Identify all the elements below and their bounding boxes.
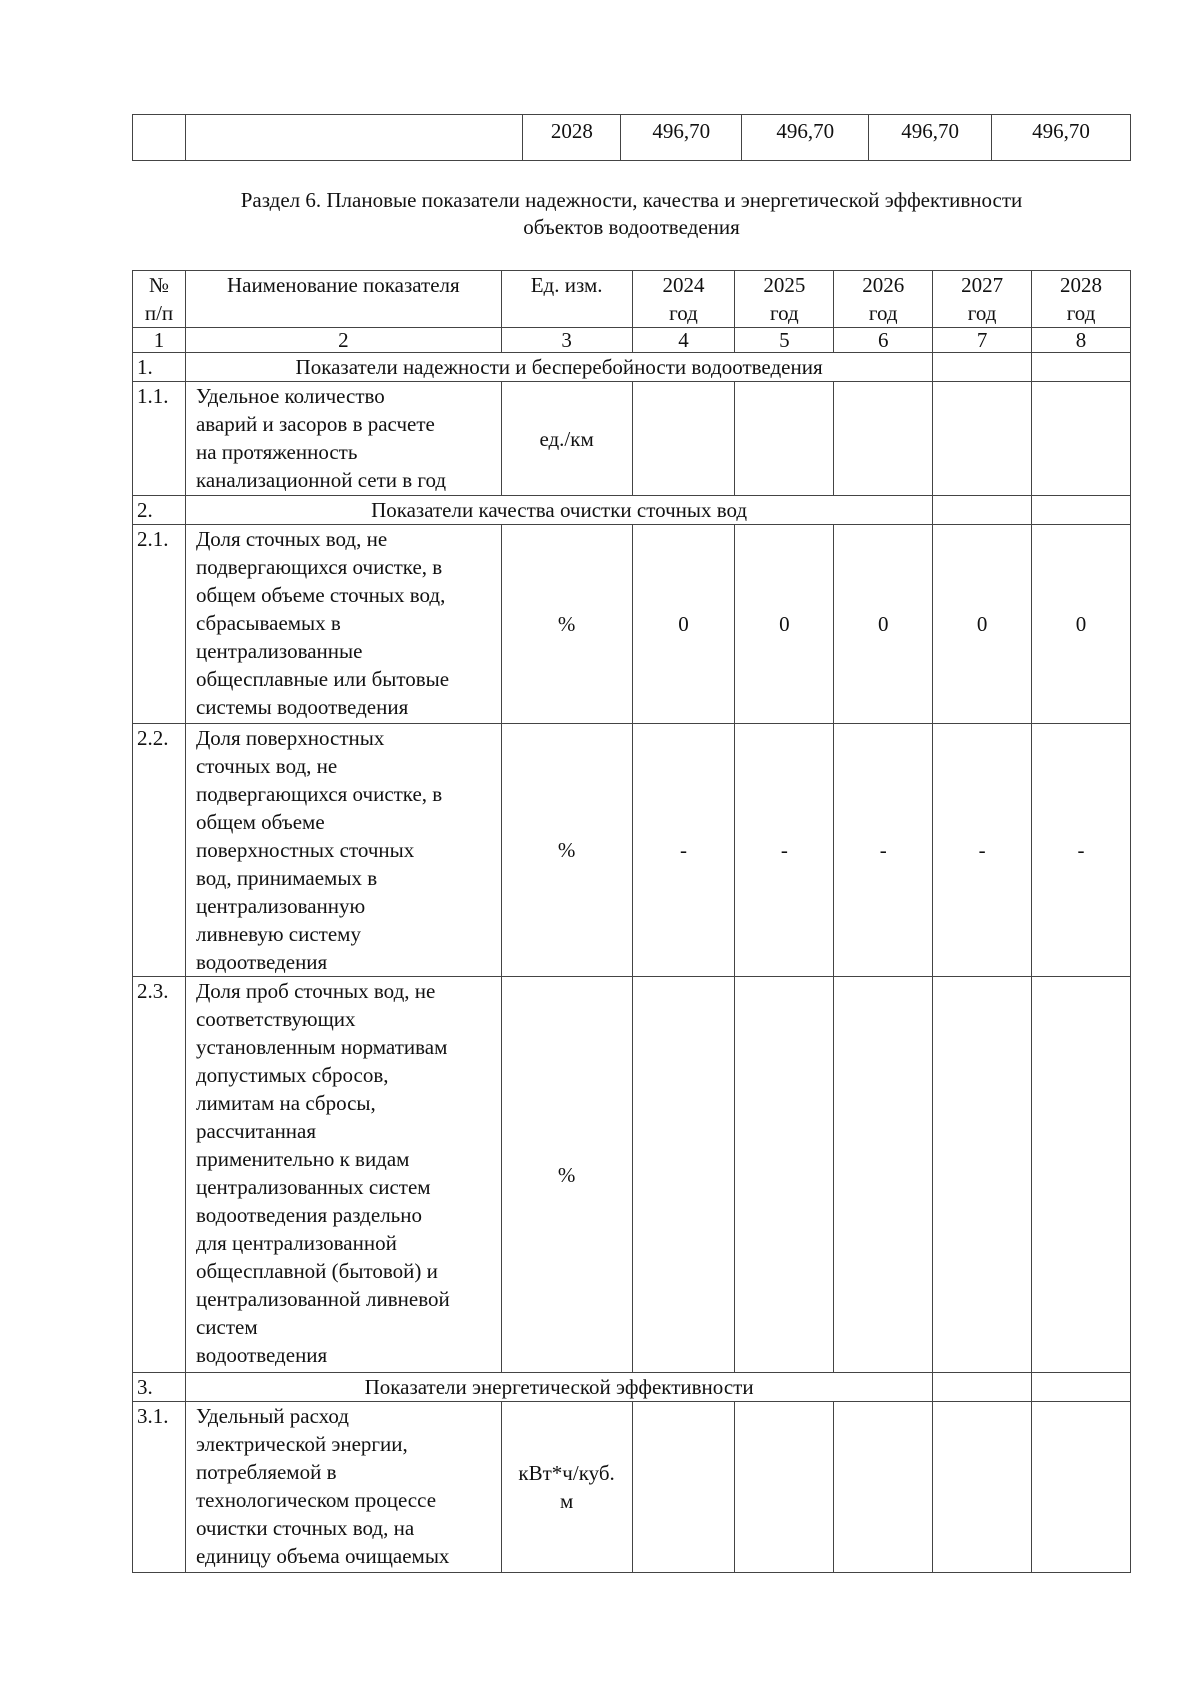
header-year-line: год [967, 301, 997, 325]
section-num: 2. [133, 496, 186, 525]
indicator-name-line: общесплавные или бытовые [195, 667, 450, 691]
column-number: 2 [185, 328, 501, 353]
indicator-name-line: установленным нормативам [195, 1035, 448, 1059]
indicator-value [933, 977, 1032, 1373]
indicator-row [133, 1402, 1131, 1573]
empty-cell [1032, 496, 1131, 525]
indicator-name-line: вод, принимаемых в [195, 866, 378, 890]
indicator-name-line: централизованные [195, 639, 363, 663]
indicator-name [185, 1402, 501, 1573]
empty-cell [133, 115, 186, 161]
indicator-unit-line: ед./км [539, 426, 594, 451]
indicator-value: 0 [632, 525, 735, 724]
header-row [133, 271, 1131, 328]
indicator-value: - [735, 724, 834, 977]
indicator-name-line: Доля поверхностных [195, 726, 385, 750]
indicator-name-line: централизованной ливневой [195, 1287, 450, 1311]
indicator-name-line: систем [195, 1315, 258, 1339]
header-year [933, 271, 1032, 328]
indicator-value: - [1032, 724, 1131, 977]
header-year-line: 2026 [862, 273, 905, 297]
section-title-line: объектов водоотведения [523, 215, 740, 239]
indicator-value [834, 382, 933, 496]
indicator-name-line: сточных вод, не [195, 754, 338, 778]
indicator-name-line: Доля сточных вод, не [195, 527, 388, 551]
indicator-value [1032, 977, 1131, 1373]
indicator-name-line: водоотведения [195, 1343, 328, 1367]
header-year-line: 2024 [662, 273, 705, 297]
indicator-name-line: для централизованной [195, 1231, 397, 1255]
indicator-name-line: аварий и засоров в расчете [195, 412, 435, 436]
indicator-name-line: Удельное количество [195, 384, 385, 408]
indicator-name-line: водоотведения [195, 950, 328, 974]
empty-cell [1032, 353, 1131, 382]
indicator-value [1032, 382, 1131, 496]
indicator-name-line: очистки сточных вод, на [195, 1516, 415, 1540]
value-cell: 496,70 [621, 115, 742, 161]
indicator-value: 0 [735, 525, 834, 724]
year-cell: 2028 [523, 115, 621, 161]
indicator-name-line: допустимых сбросов, [195, 1063, 389, 1087]
indicator-num: 1.1. [133, 382, 186, 496]
section-num: 1. [133, 353, 186, 382]
empty-cell [933, 353, 1032, 382]
indicator-name-line: рассчитанная [195, 1119, 317, 1143]
header-name: Наименование показателя [185, 271, 501, 328]
indicator-unit-line: % [557, 1162, 576, 1187]
indicator-name-line: лимитам на сбросы, [195, 1091, 376, 1115]
column-number: 1 [133, 328, 186, 353]
value-cell: 496,70 [742, 115, 869, 161]
indicator-name [185, 382, 501, 496]
indicator-unit-line: % [557, 838, 576, 862]
section-title [132, 187, 1131, 241]
indicator-name-line: Удельный расход [195, 1404, 349, 1428]
indicator-name-line: сбрасываемых в [195, 611, 341, 635]
header-year-line: 2025 [763, 273, 806, 297]
indicator-name-line: технологическом процессе [195, 1488, 437, 1512]
indicator-unit [501, 525, 632, 724]
indicators-table [132, 270, 1131, 1573]
header-year-line: год [770, 301, 799, 325]
header-num-line: п/п [144, 301, 174, 325]
header-year-line: год [1066, 301, 1096, 325]
indicator-name-line: водоотведения раздельно [195, 1203, 422, 1227]
header-year-line: год [669, 301, 698, 325]
column-number: 8 [1032, 328, 1131, 353]
section-title-line: Раздел 6. Плановые показатели надежности, качества и энергетической эффективности [240, 188, 1023, 212]
indicator-value [735, 382, 834, 496]
indicator-value [632, 1402, 735, 1573]
section-heading: Показатели энергетической эффективности [185, 1373, 932, 1402]
header-year [1032, 271, 1131, 328]
section-row [133, 1373, 1131, 1402]
header-year [834, 271, 933, 328]
indicator-value: 0 [933, 525, 1032, 724]
indicator-value [1032, 1402, 1131, 1573]
indicator-value: - [834, 724, 933, 977]
indicator-name-line: единицу объема очищаемых [195, 1544, 450, 1568]
indicator-name [185, 977, 501, 1373]
indicator-name-line: соответствующих [195, 1007, 356, 1031]
indicator-name-line: потребляемой в [195, 1460, 337, 1484]
empty-cell [933, 1373, 1032, 1402]
indicator-name-line: поверхностных сточных [195, 838, 415, 862]
header-year-line: 2028 [1060, 273, 1103, 297]
indicator-name-line: подвергающихся очистке, в [195, 555, 443, 579]
indicator-num: 2.3. [133, 977, 186, 1373]
indicator-value [735, 1402, 834, 1573]
indicator-name-line: общесплавной (бытовой) и [195, 1259, 438, 1283]
column-number: 7 [933, 328, 1032, 353]
indicator-value [834, 1402, 933, 1573]
section-heading: Показатели качества очистки сточных вод [185, 496, 932, 525]
indicator-name-line: подвергающихся очистке, в [195, 782, 443, 806]
indicator-name-line: применительно к видам [195, 1147, 410, 1171]
column-number: 6 [834, 328, 933, 353]
indicator-name-line: на протяженность [195, 440, 358, 464]
indicator-num: 3.1. [133, 1402, 186, 1573]
section-heading: Показатели надежности и бесперебойности водоотведения [185, 353, 932, 382]
indicator-value [735, 977, 834, 1373]
indicator-unit-line: кВт*ч/куб. [518, 1461, 615, 1485]
column-number: 4 [632, 328, 735, 353]
value-cell: 496,70 [992, 115, 1131, 161]
indicator-row [133, 525, 1131, 724]
empty-cell [185, 115, 523, 161]
indicator-name [185, 724, 501, 977]
indicator-num: 2.2. [133, 724, 186, 977]
column-number: 3 [501, 328, 632, 353]
indicator-num: 2.1. [133, 525, 186, 724]
indicator-name-line: ливневую систему [195, 922, 361, 946]
indicator-name-line: электрической энергии, [195, 1432, 408, 1456]
indicator-name-line: системы водоотведения [195, 695, 409, 719]
indicator-value: 0 [1032, 525, 1131, 724]
indicator-unit-line: м [559, 1489, 574, 1513]
indicator-unit [501, 724, 632, 977]
section-num: 3. [133, 1373, 186, 1402]
indicator-row [133, 382, 1131, 496]
section-row [133, 496, 1131, 525]
indicator-row [133, 724, 1131, 977]
indicator-value [834, 977, 933, 1373]
indicator-name-line: канализационной сети в год [195, 468, 447, 492]
header-num-line: № [148, 273, 169, 297]
value-cell: 496,70 [869, 115, 992, 161]
header-year-line: 2027 [961, 273, 1004, 297]
continuation-row [133, 115, 1131, 161]
header-year [735, 271, 834, 328]
header-year-line: год [868, 301, 898, 325]
indicator-value [632, 977, 735, 1373]
column-number: 5 [735, 328, 834, 353]
indicator-value: - [933, 724, 1032, 977]
indicator-name-line: общем объеме сточных вод, [195, 583, 446, 607]
indicator-value: - [632, 724, 735, 977]
indicator-value [933, 382, 1032, 496]
indicator-name-line: централизованную [195, 894, 366, 918]
indicator-name-line: централизованных систем [195, 1175, 431, 1199]
indicator-value [632, 382, 735, 496]
column-numbers-row [133, 328, 1131, 353]
header-num [133, 271, 186, 328]
indicator-unit [501, 1402, 632, 1573]
indicator-name [185, 525, 501, 724]
indicator-row [133, 977, 1131, 1373]
section-row [133, 353, 1131, 382]
continuation-table [132, 114, 1131, 161]
header-year [632, 271, 735, 328]
indicator-value: 0 [834, 525, 933, 724]
indicator-unit [501, 977, 632, 1373]
indicator-unit [501, 382, 632, 496]
empty-cell [933, 496, 1032, 525]
indicator-name-line: Доля проб сточных вод, не [195, 979, 436, 1003]
header-unit: Ед. изм. [501, 271, 632, 328]
indicator-name-line: общем объеме [195, 810, 325, 834]
indicator-unit-line: % [557, 612, 576, 636]
indicator-value [933, 1402, 1032, 1573]
empty-cell [1032, 1373, 1131, 1402]
